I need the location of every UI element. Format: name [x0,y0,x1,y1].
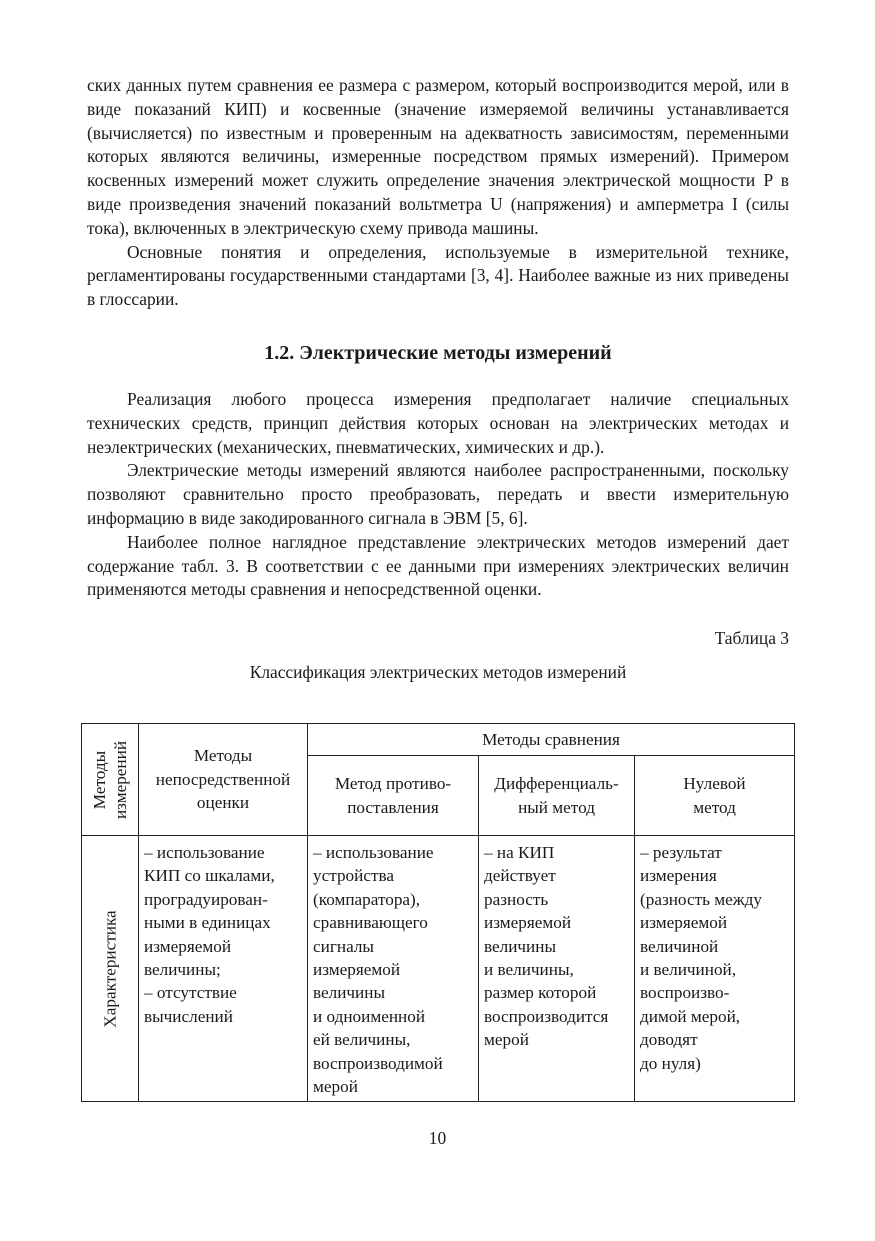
table-label: Таблица 3 [714,628,789,649]
opposition-header: Метод противо-поставления [308,756,479,836]
row-label-text: Характеристика [100,909,120,1028]
direct-text-cell: – использование КИП со шкалами, проградуирован- ными в единицах измеряемой величины; – отсутствие вычислений [139,836,308,1102]
row-label-cell [82,836,139,1102]
paragraph-2: Основные понятия и определения, используемые в измерительной технике, регламентированы государственными стандартами [3, 4]. Наиболее важные из них приведены в глоссарии. [87,241,789,310]
paragraph-4: Электрические методы измерений являются наиболее распространенными, поскольку позволяют сравнительно просто преобразовать, передать и ввести измерительную информацию в виде закодированного сигнала в ЭВМ [5, 6]. [87,460,789,528]
null-text-cell: – результат измерения (разность между измеряемой величиной и величиной, воспроизво- димой мерой, доводят до нуля) [635,836,795,1102]
opposition-text-cell: – использование устройства (компаратора), сравнивающего сигналы измеряемой величины и одноименной ей величины, воспроизводимой мерой [308,836,479,1102]
corner-header-cell [82,724,139,836]
page-content [87,74,789,690]
differential-header: Дифференциаль-ный метод [479,756,635,836]
paragraph-3: Реализация любого процесса измерения предполагает наличие специальных технических средств, принцип действия которых основан на электрических методах и неэлектрических (механических, пневматических, химических и др.). [87,388,789,457]
corner-header-text: Методы измерений [90,740,130,819]
section-heading: 1.2. Электрические методы измерений [264,341,612,364]
comparison-header: Методы сравнения [308,724,795,756]
direct-header: Методы непосредственной оценки [139,724,308,836]
null-header: Нулевой метод [635,756,795,836]
paragraph-1: ских данных путем сравнения ее размера с размером, который воспроизводится мерой, или в виде показаний КИП) и косвенные (значение измеряемой величины устанавливается (вычисляется) по известным и проверенным на адекватность зависимостям, переменными которых являются величины, измеренные посредством прямых измерений). Примером косвенных измерений может служить определение значения электрической мощности P в виде произведения значений показаний вольтметра U (напряжения) и амперметра I (силы тока), включенных в электрическую схему привода машины. [87,75,789,238]
page-number: 10 [428,1128,447,1148]
table-caption: Классификация электрических методов измерений [249,662,627,683]
differential-text-cell: – на КИП действует разность измеряемой величины и величины, размер которой воспроизводится мерой [479,836,635,1102]
paragraph-5: Наиболее полное наглядное представление электрических методов измерений дает содержание табл. 3. В соответствии с ее данными при измерениях электрических величин применяются методы сравнения и непосредственной оценки. [87,531,789,600]
methods-table [81,723,795,1102]
